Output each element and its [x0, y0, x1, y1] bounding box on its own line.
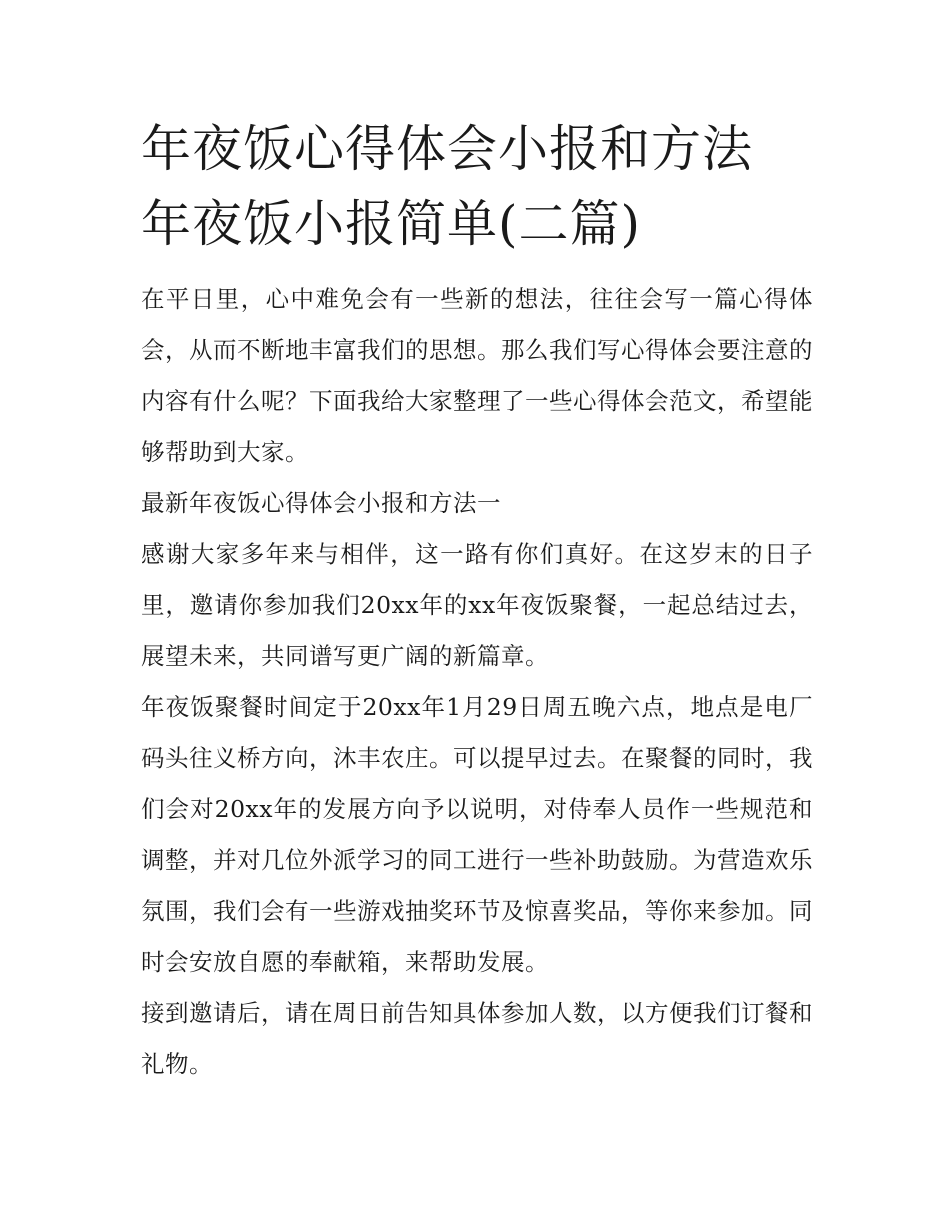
- section-heading: 最新年夜饭心得体会小报和方法一: [141, 489, 501, 517]
- document-title: 年夜饭心得体会小报和方法 年夜饭小报简单(二篇): [141, 120, 753, 253]
- body-paragraph: 接到邀请后，请在周日前告知具体参加人数，以方便我们订餐和礼物。: [141, 999, 813, 1078]
- body-paragraph: 年夜饭聚餐时间定于20xx年1月29日周五晚六点，地点是电厂码头往义桥方向，沐丰农庄。可以提早过去。在聚餐的同时，我们会对20xx年的发展方向予以说明，对侍奉人员作一些规范和调整，并对几位外派学习的同工进行一些补助鼓励。为营造欢乐氛围，我们会有一些游戏抽奖环节及惊喜奖品，等你来参加。同时会安放自愿的奉献箱，来帮助发展。: [141, 693, 813, 976]
- document-page: [141, 112, 813, 1090]
- body-paragraph: 感谢大家多年来与相伴，这一路有你们真好。在这岁末的日子里，邀请你参加我们20xx年的xx年夜饭聚餐，一起总结过去，展望未来，共同谱写更广阔的新篇章。: [141, 540, 813, 670]
- intro-paragraph: 在平日里，心中难免会有一些新的想法，往往会写一篇心得体会，从而不断地丰富我们的思想。那么我们写心得体会要注意的内容有什么呢？下面我给大家整理了一些心得体会范文，希望能够帮助到大家。: [141, 285, 813, 466]
